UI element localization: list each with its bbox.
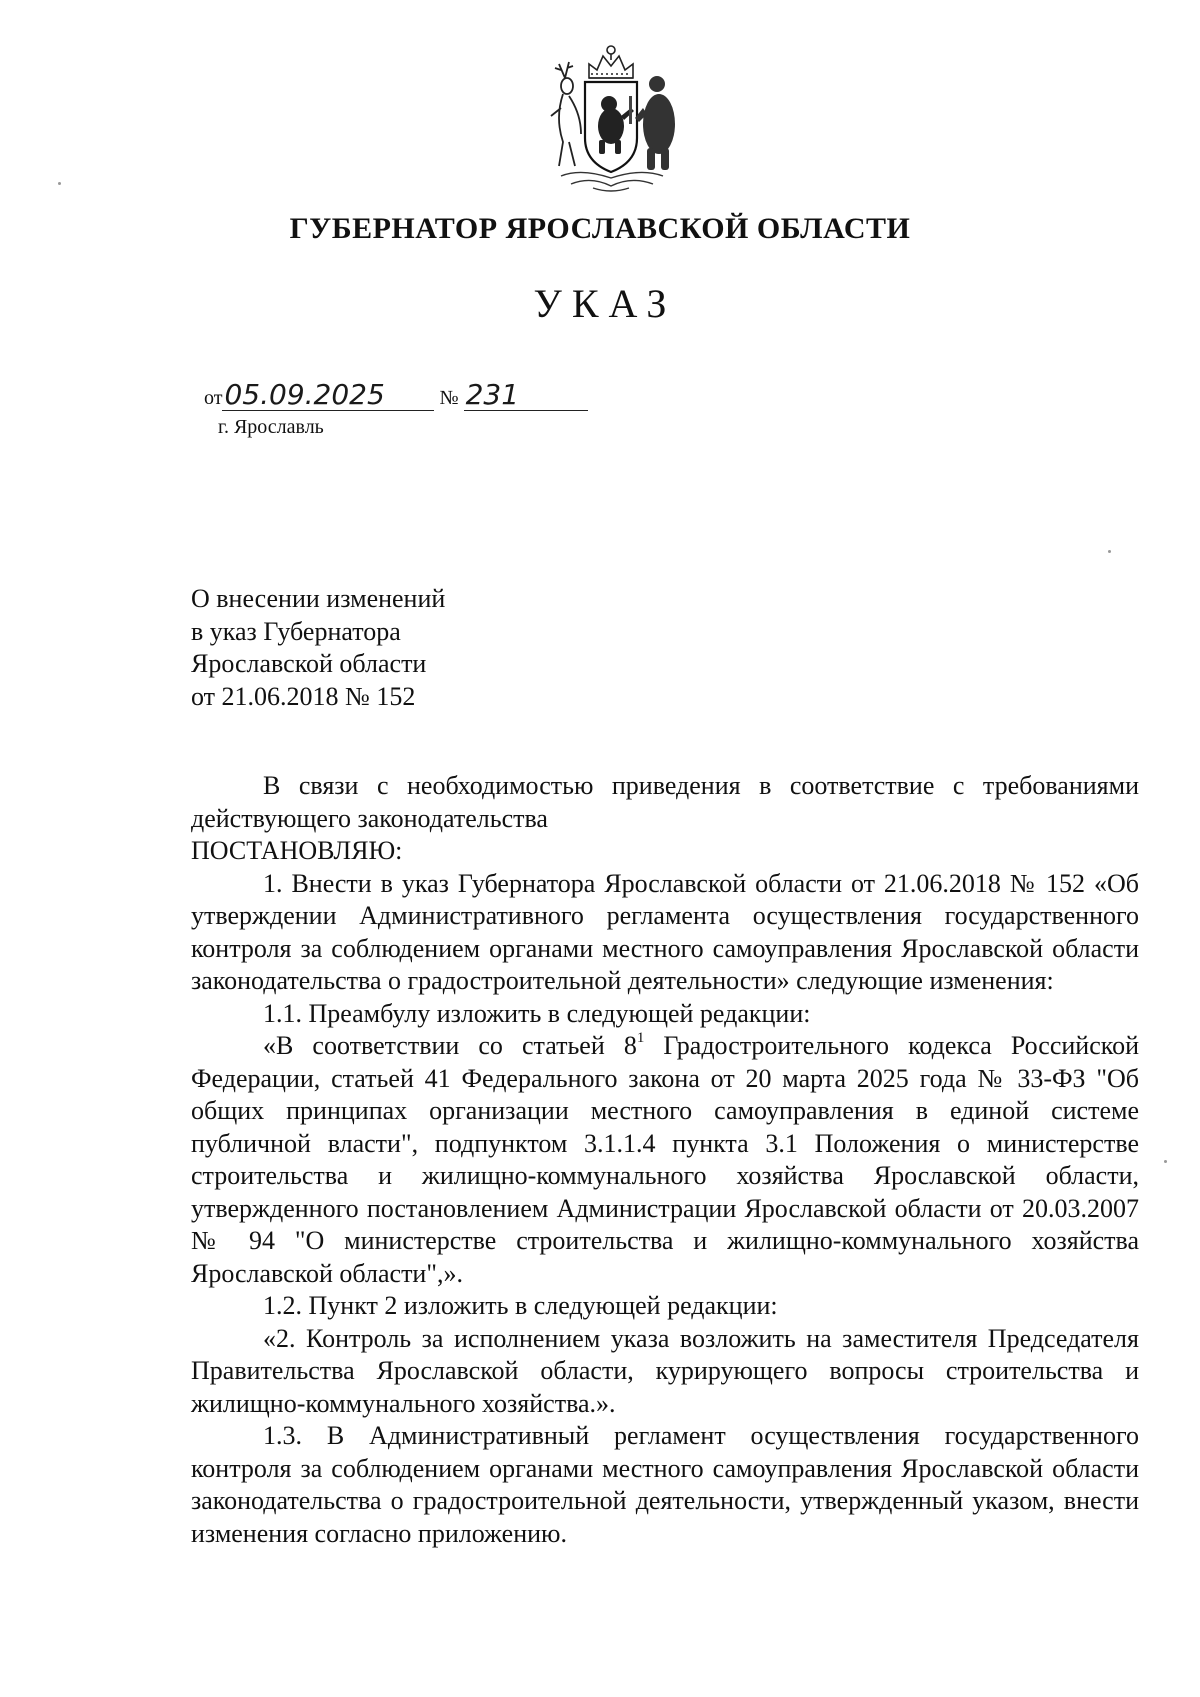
subject-line: О внесении изменений (191, 584, 446, 613)
item-1-2-paragraph: 1.2. Пункт 2 изложить в следующей редакции: (263, 1291, 778, 1320)
scan-speck (58, 182, 61, 185)
document-type: УКАЗ (533, 281, 677, 326)
item-1-paragraph: 1. Внести в указ Губернатора Ярославской области от 21.06.2018 № 152 «Об утверждении Административного регламента осуществления государственного контроля за соблюдением органами местного самоуправления Ярославской области законодательства о градостроительной деятельности» следующие изменения: (191, 868, 1139, 995)
decree-word: ПОСТАНОВЛЯЮ: (191, 836, 403, 865)
coat-of-arms-emblem (531, 38, 691, 198)
subject-line: в указ Губернатора (191, 616, 401, 646)
item-1-3-paragraph: 1.3. В Административный регламент осуществления государственного контроля за соблюдением органами местного самоуправления Ярославской области законодательства о градостроительной деятельности, утвержденный указом, внести изменения согласно приложению. (191, 1421, 1139, 1548)
date-number-line (204, 380, 588, 411)
quote-rest: Градостроительного кодекса Российской Федерации, статьей 41 Федерального закона от 20 марта 2025 года № 33-ФЗ "Об общих принципах организации местного самоуправления в единой системе публичной власти", подпунктом 3.1.1.4 пункта 3.1 Положения о министерстве строительства и жилищно-коммунального хозяйства Ярославской области, утвержденного постановлением Администрации Ярославской области от 20.03.2007 № 94 "О министерстве строительства и жилищно-коммунального хозяйства Ярославской области",». (191, 1031, 1139, 1288)
decree-body (191, 770, 1139, 1550)
date-prefix: от (204, 387, 223, 409)
scan-speck (1164, 1160, 1167, 1163)
quote-start: «В соответствии со статьей 8 (263, 1031, 637, 1060)
issuer-title: ГУБЕРНАТОР ЯРОСЛАВСКОЙ ОБЛАСТИ (289, 212, 911, 245)
subject-line: от 21.06.2018 № 152 (191, 681, 416, 711)
item-1-2-quote: «2. Контроль за исполнением указа возложить на заместителя Председателя Правительства Ярославской области, курирующего вопросы строительства и жилищно-коммунального хозяйства.». (191, 1323, 1139, 1418)
subject-line: Ярославской области (191, 649, 427, 678)
number-value: 231 (464, 380, 588, 411)
date-value: 05.09.2025 (222, 380, 434, 411)
subject-block (191, 583, 445, 713)
article-superscript: 1 (636, 1030, 645, 1046)
city-label: г. Ярославль (218, 416, 324, 438)
scan-speck (1108, 550, 1111, 553)
preamble-paragraph: В связи с необходимостью приведения в соответствие с требованиями действующего законодательства (191, 771, 1139, 833)
number-prefix: № (439, 387, 459, 409)
item-1-1-paragraph: 1.1. Преамбулу изложить в следующей редакции: (263, 998, 811, 1028)
item-1-1-quote (191, 1030, 1139, 1290)
